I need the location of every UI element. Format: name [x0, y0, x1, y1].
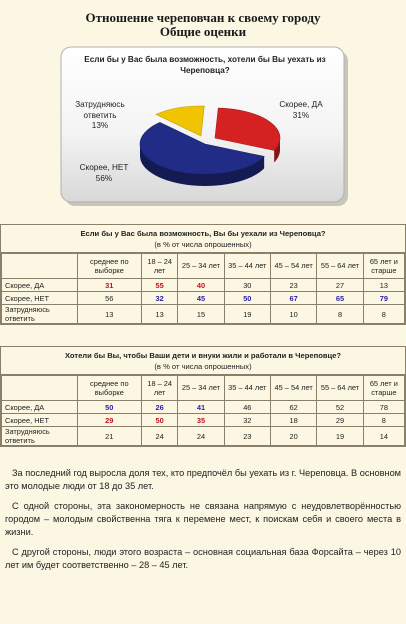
table-cell: 35: [178, 414, 224, 427]
table-2-subtitle: (в % от числа опрошенных): [154, 362, 252, 371]
table-row: [2, 305, 405, 324]
table-cell: 13: [77, 305, 141, 324]
table-cell: 23: [270, 279, 316, 292]
column-header: 55 – 64 лет: [317, 376, 363, 401]
table-row: [2, 401, 405, 414]
table-cell: 8: [363, 305, 404, 324]
title-line-2: Общие оценки: [159, 24, 247, 39]
table-cell: 27: [317, 279, 363, 292]
table-cell: 31: [77, 279, 141, 292]
row-label: Затрудняюсь ответить: [2, 305, 78, 324]
column-header: среднее по выборке: [77, 254, 141, 279]
row-label: Скорее, НЕТ: [2, 414, 78, 427]
table-cell: 18: [270, 414, 316, 427]
table-2-header: [1, 347, 405, 375]
table-2-grid: [1, 375, 405, 446]
pie-label-yes-text: Скорее, ДА: [279, 100, 323, 109]
title-line-1: Отношение череповчан к своему городу: [85, 10, 321, 25]
column-header: 55 – 64 лет: [317, 254, 363, 279]
page-title: [0, 11, 406, 39]
table-cell: 56: [77, 292, 141, 305]
pie-label-unsure: [68, 100, 132, 132]
column-header: 65 лет и старше: [363, 376, 404, 401]
column-header: 18 – 24 лет: [142, 376, 178, 401]
column-header: 35 – 44 лет: [224, 254, 270, 279]
pie-chart-card: [60, 46, 350, 208]
table-cell: 45: [178, 292, 224, 305]
column-header: 45 – 54 лет: [270, 254, 316, 279]
table-cell: 32: [224, 414, 270, 427]
column-header: 18 – 24 лет: [142, 254, 178, 279]
table-1-subtitle: (в % от числа опрошенных): [154, 240, 252, 249]
table-cell: 19: [224, 305, 270, 324]
table-cell: 41: [178, 401, 224, 414]
table-cell: 10: [270, 305, 316, 324]
table-cell: 46: [224, 401, 270, 414]
body-text: [5, 467, 401, 579]
table-cell: 20: [270, 427, 316, 446]
column-header: 25 – 34 лет: [178, 254, 224, 279]
table-cell: 55: [142, 279, 178, 292]
pie-label-unsure-pct: 13%: [91, 121, 109, 130]
pie-label-unsure-text: Затрудняюсь ответить: [75, 100, 125, 120]
table-cell: 19: [317, 427, 363, 446]
column-header: среднее по выборке: [77, 376, 141, 401]
table-1: [0, 224, 406, 325]
table-cell: 8: [317, 305, 363, 324]
table-cell: 50: [224, 292, 270, 305]
table-1-header: [1, 225, 405, 253]
table-2-title: Хотели бы Вы, чтобы Ваши дети и внуки жили и работали в Череповце?: [64, 351, 342, 360]
row-label: Затрудняюсь ответить: [2, 427, 78, 446]
table-row: [2, 427, 405, 446]
table-cell: 14: [363, 427, 404, 446]
table-2: [0, 346, 406, 447]
table-cell: 67: [270, 292, 316, 305]
header-blank-cell: [2, 254, 78, 279]
row-label: Скорее, НЕТ: [2, 292, 78, 305]
paragraph-2: С одной стороны, эта закономерность не связана напрямую с неудовлетворённостью городом – молодым свойственна тяга к перемене мест, к поискам себя и своего места в жизни.: [5, 501, 401, 537]
pie-label-yes-pct: 31%: [292, 110, 310, 120]
table-cell: 26: [142, 401, 178, 414]
pie-label-yes: [266, 100, 336, 121]
chart-title: Если бы у Вас была возможность, хотели бы Вы уехать из Череповца?: [84, 55, 326, 75]
pie-label-no-text: Скорее, НЕТ: [79, 163, 129, 172]
table-cell: 24: [142, 427, 178, 446]
table-cell: 15: [178, 305, 224, 324]
table-cell: 30: [224, 279, 270, 292]
table-1-title: Если бы у Вас была возможность, Вы бы уехали из Череповца?: [80, 229, 326, 238]
table-cell: 79: [363, 292, 404, 305]
table-cell: 40: [178, 279, 224, 292]
pie-label-no: [74, 163, 134, 184]
paragraph-3: С другой стороны, люди этого возраста – основная социальная база Форсайта – через 10 лет им будет соответственно – 28 – 45 лет.: [5, 547, 401, 570]
column-header: 35 – 44 лет: [224, 376, 270, 401]
table-cell: 29: [77, 414, 141, 427]
table-cell: 24: [178, 427, 224, 446]
table-cell: 52: [317, 401, 363, 414]
row-label: Скорее, ДА: [2, 279, 78, 292]
header-blank-cell: [2, 376, 78, 401]
table-cell: 50: [77, 401, 141, 414]
table-cell: 50: [142, 414, 178, 427]
table-row: [2, 414, 405, 427]
column-header: 25 – 34 лет: [178, 376, 224, 401]
paragraph-1: За последний год выросла доля тех, кто предпочёл бы уехать из г. Череповца. В основном это молодые люди от 18 до 35 лет.: [5, 468, 401, 491]
pie-label-no-pct: 56%: [95, 173, 113, 183]
table-cell: 32: [142, 292, 178, 305]
table-cell: 13: [142, 305, 178, 324]
table-cell: 13: [363, 279, 404, 292]
column-header: 45 – 54 лет: [270, 376, 316, 401]
table-cell: 23: [224, 427, 270, 446]
table-row: [2, 279, 405, 292]
table-cell: 29: [317, 414, 363, 427]
table-cell: 62: [270, 401, 316, 414]
table-cell: 8: [363, 414, 404, 427]
table-cell: 21: [77, 427, 141, 446]
column-header: 65 лет и старше: [363, 254, 404, 279]
table-cell: 78: [363, 401, 404, 414]
table-row: [2, 292, 405, 305]
table-cell: 65: [317, 292, 363, 305]
row-label: Скорее, ДА: [2, 401, 78, 414]
table-1-grid: [1, 253, 405, 324]
